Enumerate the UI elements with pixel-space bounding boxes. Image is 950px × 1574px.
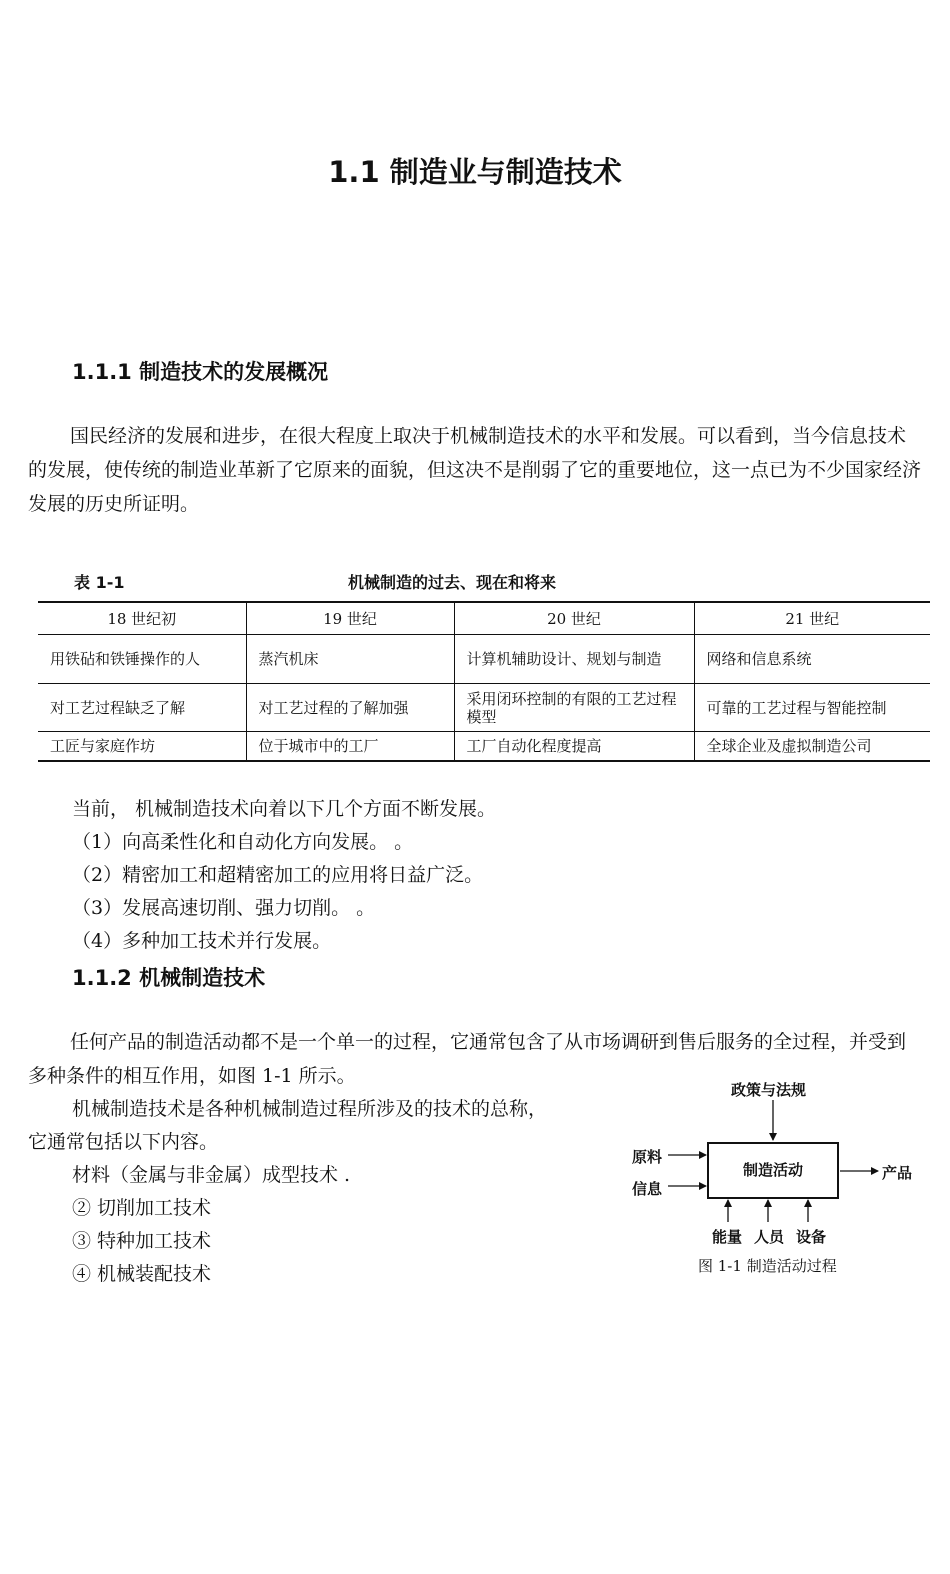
intro-paragraph-text: 国民经济的发展和进步，在很大程度上取决于机械制造技术的水平和发展。可以看到，当今信息技术的发展，使传统的制造业革新了它原来的面貌，但这决不是削弱了它的重要地位，这一点已为不少国家经济发展的历史所证明。 [28,425,922,515]
table-cell: 对工艺过程缺乏了解 [38,684,246,732]
content-item: ④ 机械装配技术 [72,1263,212,1285]
table-cell: 位于城市中的工厂 [246,732,454,762]
table-row [38,732,930,762]
history-table [38,601,930,762]
trend-item: （2）精密加工和超精密加工的应用将日益广泛。 [72,864,484,886]
table-header-cell: 21 世纪 [694,602,930,635]
table-cell: 用铁砧和铁锤操作的人 [38,635,246,684]
energy-label: 能量 [712,1228,743,1246]
table-cell: 对工艺过程的了解加强 [246,684,454,732]
table-cell: 工匠与家庭作坊 [38,732,246,762]
page-title: 1.1 制造业与制造技术 [328,155,622,189]
section2-paragraph2-line1: 机械制造技术是各种机械制造过程所涉及的技术的总称， [72,1098,548,1120]
trend-item: （1）向高柔性化和自动化方向发展。 。 [72,831,414,853]
trend-item: （3）发展高速切削、强力切削。 。 [72,897,376,919]
table-cell: 采用闭环控制的有限的工艺过程模型 [454,684,694,732]
table-caption: 机械制造的过去、现在和将来 [348,573,557,592]
material-label: 原料 [632,1148,663,1166]
section-heading-1-1-1: 1.1.1 制造技术的发展概况 [72,360,329,384]
table-cell: 网络和信息系统 [694,635,930,684]
process-label: 制造活动 [742,1161,803,1179]
equipment-label: 设备 [796,1228,827,1246]
information-label: 信息 [632,1180,663,1198]
table-label: 表 1-1 [74,573,125,592]
content-item: 材料（金属与非金属）成型技术 . [72,1164,351,1186]
table-header-row [38,602,930,635]
personnel-label: 人员 [754,1228,785,1246]
intro-paragraph [28,419,924,521]
trends-intro: 当前， 机械制造技术向着以下几个方面不断发展。 [72,798,497,820]
content-item: ③ 特种加工技术 [72,1230,212,1252]
table-header-cell: 18 世纪初 [38,602,246,635]
policy-label: 政策与法规 [731,1081,807,1099]
content-item: ② 切削加工技术 [72,1197,212,1219]
figure-caption: 图 1-1 制造活动过程 [698,1257,837,1275]
product-label: 产品 [882,1164,913,1182]
table-cell: 计算机辅助设计、规划与制造 [454,635,694,684]
table-header-cell: 19 世纪 [246,602,454,635]
section-heading-1-1-2: 1.1.2 机械制造技术 [72,966,266,990]
table-row [38,635,930,684]
table-cell: 蒸汽机床 [246,635,454,684]
table-cell: 全球企业及虚拟制造公司 [694,732,930,762]
table-header-cell: 20 世纪 [454,602,694,635]
section2-paragraph2-line2: 它通常包括以下内容。 [28,1131,219,1153]
table-cell: 可靠的工艺过程与智能控制 [694,684,930,732]
table-row [38,684,930,732]
trend-item: （4）多种加工技术并行发展。 [72,930,332,952]
section2-paragraph-text: 任何产品的制造活动都不是一个单一的过程，它通常包含了从市场调研到售后服务的全过程，并受到多种条件的相互作用，如图 1-1 所示。 [28,1031,907,1087]
table-cell: 工厂自动化程度提高 [454,732,694,762]
